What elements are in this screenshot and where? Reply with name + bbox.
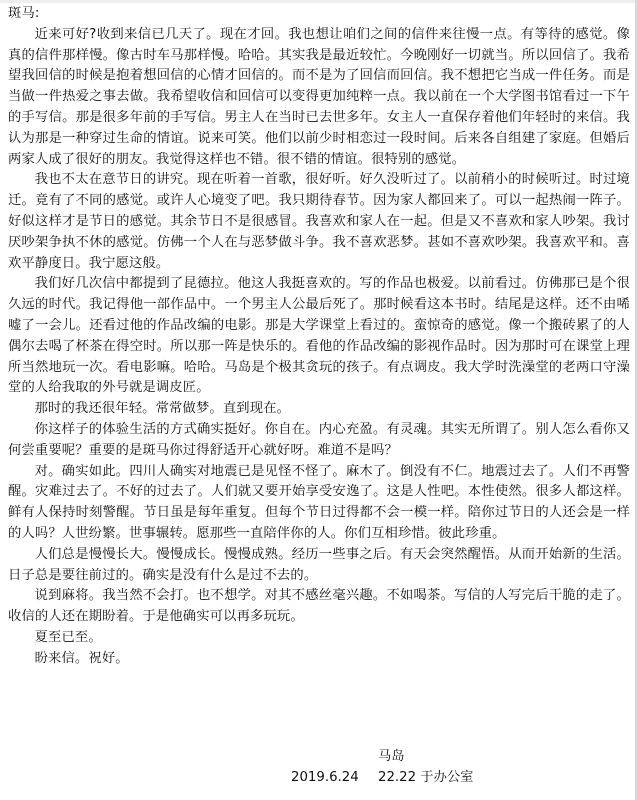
paragraph-5: 你这样子的体验生活的方式确实挺好。你自在。内心充盈。有灵魂。其实无所谓了。别人怎么看你又何尝重要呢？重要的是斑马你过得舒适开心就好呀。难道不是吗？	[8, 421, 630, 458]
paragraph-4: 那时的我还很年轻。常常做梦。直到现在。	[34, 401, 291, 417]
paragraph-3: 我们好几次信中都提到了昆德拉。他这人我挺喜欢的。写的作品也极爱。以前看过。仿佛那已是个很久远的时代。我记得他一部作品中。一个男主人公最后死了。那时候看这本书时。结尾是这样。还不由唏嘘了一会儿。还看过他的作品改编的电影。那是大学课堂上看过的。蛮惊奇的感觉。像一个搬砖累了的人偶尔去喝了杯茶在得空时。所以那一阵是快乐的。看他的作品改编的影视作品时。因为那时可在课堂上理所当然地玩一次。看电影嘛。哈哈。马岛是个极其贪玩的孩子。有点调皮。我大学时洗澡堂的老两口守澡堂的人给我取的外号就是调皮匠。	[8, 276, 630, 396]
paragraph-9: 夏至已至。	[34, 629, 102, 645]
top-edge-divider	[0, 0, 637, 3]
signature-name: 马岛	[378, 749, 405, 764]
letter-body	[8, 4, 630, 670]
salutation: 斑马:	[8, 6, 40, 21]
paragraph-10: 盼来信。祝好。	[34, 650, 129, 666]
paragraph-8: 说到麻将。我当然不会打。也不想学。对其不感丝毫兴趣。不如喝茶。写信的人写完后干脆的走了。收信的人还在期盼着。于是他确实可以再多玩玩。	[8, 588, 630, 625]
paragraph-7: 人们总是慢慢长大。慢慢成长。慢慢成熟。经历一些事之后。有天会突然醒悟。从而开始新的生活。日子总是要往前过的。确实是没有什么是过不去的。	[8, 546, 630, 583]
signature-time-place: 22.22 于办公室	[378, 770, 474, 785]
paragraph-1: 近来可好?收到来信已几天了。现在才回。我也想让咱们之间的信件来往慢一点。有等待的感觉。像真的信件那样慢。像古时车马那样慢。哈哈。其实我是最近较忙。今晚刚好一切就当。所以回信了。我希望我回信的时候是抱着想回信的心情才回信的。而不是为了回信而回信。我不想把它当成一件任务。而是当做一件热爱之事去做。我希望收信和回信可以变得更加纯粹一点。我以前在一个大学图书馆看过一下午的手写信。那是很多年前的手写信。男主人在当时已去世多年。女主人一直保存着他们年轻时的来信。我认为那是一种穿过生命的情谊。说来可笑。他们以前少时相恋过一段时间。后来各自组建了家庭。但婚后两家人成了很好的朋友。我觉得这样也不错。很不错的情谊。很特别的感觉。	[8, 26, 630, 167]
paragraph-2: 我也不太在意节日的讲究。现在听着一首歌，很好听。好久没听过了。以前稍小的时候听过。时过境迁。竟有了不同的感觉。或许人心境变了吧。我只期待春节。因为家人都回来了。可以一起热闹一阵子。好似这样才是节日的感觉。其余节日不是很感冒。我喜欢和家人在一起。但是又不喜欢和家人吵架。我讨厌吵架争执不休的感觉。仿佛一个人在与恶梦做斗争。我不喜欢恶梦。甚如不喜欢吵架。我喜欢平和。喜欢平静度日。我宁愿这般。	[8, 172, 630, 271]
paragraph-6: 对。确实如此。四川人确实对地震已是见怪不怪了。麻木了。倒没有不仁。地震过去了。人们不再警醒。灾难过去了。不好的过去了。人们就又要开始享受安逸了。这是人性吧。本性使然。很多人都这样。鲜有人保持时刻警醒。节日虽是每年重复。但每个节日过得都不会一模一样。陪你过节日的人还会是一样的人吗？人世纷繁。世事辗转。愿那些一直陪伴你的人。你们互相珍惜。彼此珍重。	[8, 463, 630, 541]
signature-date: 2019.6.24	[291, 770, 359, 785]
